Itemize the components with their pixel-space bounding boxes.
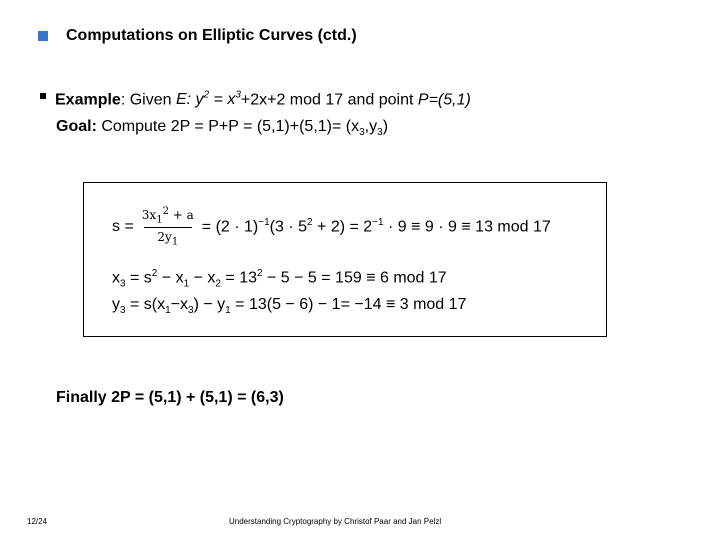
example-bullet <box>40 90 471 109</box>
x3-equation: $x_3 = s^2 - x_1 - x_2 = 13^2 - 5 - 5 = 159 \equiv 6$ mod 17 <box>112 268 447 290</box>
example-intro: : Given <box>120 91 176 109</box>
slide-title-row <box>38 27 357 45</box>
slope-fraction <box>140 206 196 248</box>
fraction-numerator: $3x_1^2 + a$ <box>141 206 194 226</box>
point-P: P=(5,1) <box>417 91 471 109</box>
example-text <box>55 90 471 109</box>
slide-title: Computations on Elliptic Curves (ctd.) <box>66 27 357 44</box>
slope-value: = $(2 \cdot 1)^{-1}(3 \cdot 5^2 + 2) = 2^{-1} \cdot 9 \equiv 9 \cdot 9 \equiv 13$ mod 17 <box>201 217 551 236</box>
square-bullet-icon <box>40 93 46 99</box>
goal-text: Compute $2P = P+P = (5,1)+(5,1)= (x_3,y_3)$ <box>96 118 389 139</box>
footer-text: Understanding Cryptography by Christof Paar and Jan Pelzl <box>229 517 442 526</box>
final-result: Finally 2P = (5,1) + (5,1) = (6,3) <box>56 389 284 406</box>
goal-line <box>56 118 388 138</box>
fraction-denominator: $2y_1$ <box>157 230 179 248</box>
curve-equation-tail: +2x+2 mod 17 and point <box>240 91 418 109</box>
slope-equation <box>112 206 551 248</box>
y3-equation: $y_3 = s(x_1-x_3) - y_1 = 13(5 - 6) - 1= -14 \equiv 3$ mod 17 <box>112 296 467 317</box>
title-bullet-icon <box>38 31 48 41</box>
s-label: s = <box>112 217 134 235</box>
page-number: 12/24 <box>27 517 48 526</box>
curve-equation: E: $y^2 = x^3$ <box>175 90 241 109</box>
example-label: Example <box>55 91 121 109</box>
goal-label: Goal: <box>56 118 97 135</box>
